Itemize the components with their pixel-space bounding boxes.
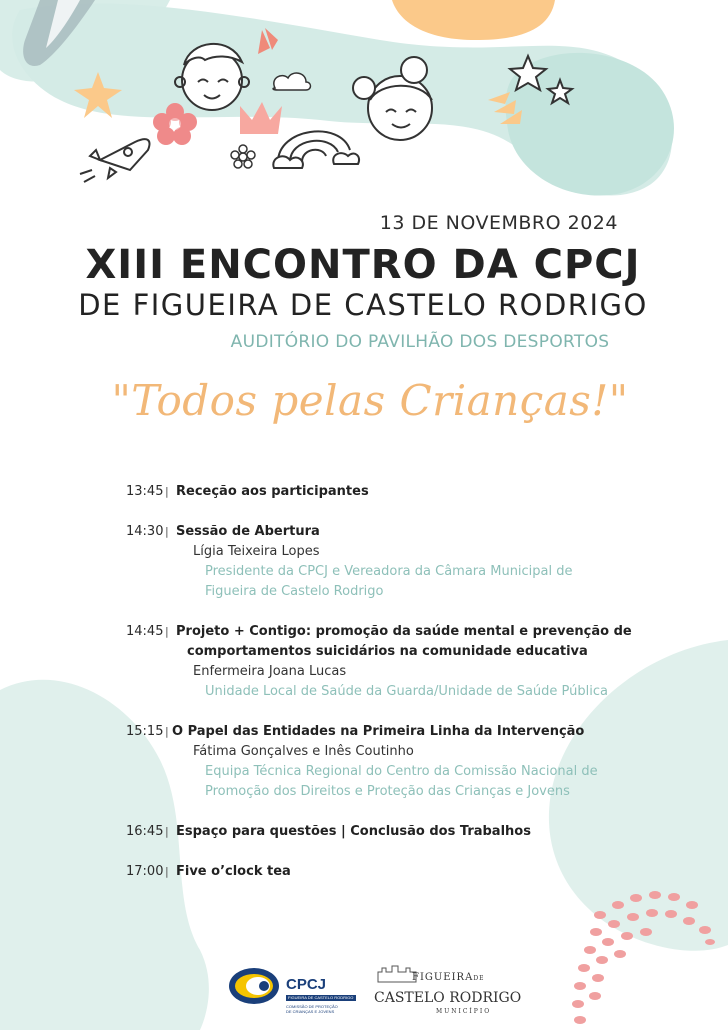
separator: | xyxy=(165,525,169,538)
separator: | xyxy=(165,825,169,838)
municipio-name-top xyxy=(412,972,485,983)
program-title: Five o’clock tea xyxy=(176,864,291,879)
municipio-logo xyxy=(372,964,522,1020)
cpcj-subtitle: COMISSÃO DE PROTEÇÃO xyxy=(286,1004,338,1009)
event-venue: AUDITÓRIO DO PAVILHÃO DOS DESPORTOS xyxy=(230,332,610,352)
program-time: 13:45 xyxy=(126,484,164,499)
cpcj-emblem-icon xyxy=(228,966,282,1006)
event-date: 13 DE NOVEMBRO 2024 xyxy=(379,212,618,234)
event-title: XIII ENCONTRO DA CPCJ xyxy=(85,242,641,288)
separator: | xyxy=(165,485,169,498)
program-item xyxy=(0,722,728,802)
program-title: Receção aos participantes xyxy=(176,484,369,499)
municipio-label: MUNICÍPIO xyxy=(436,1008,492,1015)
program-title: O Papel das Entidades na Primeira Linha da Intervenção xyxy=(172,724,585,739)
event-subtitle: DE FIGUEIRA DE CASTELO RODRIGO xyxy=(78,288,648,322)
cpcj-logo xyxy=(228,964,358,1014)
program-item xyxy=(0,482,728,502)
program-title: Sessão de Abertura xyxy=(176,524,320,539)
municipio-name-main: CASTELO RODRIGO xyxy=(374,990,522,1006)
event-slogan: "Todos pelas Crianças!" xyxy=(111,376,629,425)
program-speaker: Lígia Teixeira Lopes xyxy=(193,544,320,559)
program-role: Equipa Técnica Regional do Centro da Comissão Nacional de xyxy=(205,764,598,779)
separator: | xyxy=(165,625,169,638)
program-item xyxy=(0,522,728,602)
program-title: Espaço para questões | Conclusão dos Trabalhos xyxy=(176,824,531,839)
rocket-icon xyxy=(80,139,149,182)
separator: | xyxy=(165,725,169,738)
program-time: 15:15 xyxy=(126,724,164,739)
cpcj-subtitle: FIGUEIRA DE CASTELO RODRIGO xyxy=(288,995,354,1000)
program-role: Presidente da CPCJ e Vereadora da Câmara Municipal de xyxy=(205,564,573,579)
separator: | xyxy=(165,865,169,878)
orange-sun xyxy=(392,0,555,40)
cpcj-name: CPCJ xyxy=(286,976,327,993)
municipio-de: DE xyxy=(473,975,485,982)
program-time: 14:45 xyxy=(126,624,164,639)
program-speaker: Enfermeira Joana Lucas xyxy=(193,664,347,679)
program-item xyxy=(0,622,728,702)
program-speaker: Fátima Gonçalves e Inês Coutinho xyxy=(193,744,414,759)
program-item xyxy=(0,862,728,882)
program-title: Projeto + Contigo: promoção da saúde mental e prevenção de xyxy=(176,624,632,639)
program-time: 14:30 xyxy=(126,524,164,539)
flower-icon-small xyxy=(231,145,255,168)
program-role: Figueira de Castelo Rodrigo xyxy=(205,584,384,599)
program-item xyxy=(0,822,728,842)
program-title-continued: comportamentos suicidários na comunidade educativa xyxy=(187,644,588,659)
program-role: Unidade Local de Saúde da Guarda/Unidade de Saúde Pública xyxy=(205,684,608,699)
program-role: Promoção dos Direitos e Proteção das Crianças e Jovens xyxy=(205,784,570,799)
cpcj-subtitle: DE CRIANÇAS E JOVENS xyxy=(286,1009,335,1014)
program-time: 16:45 xyxy=(126,824,164,839)
program-time: 17:00 xyxy=(126,864,164,879)
municipio-figueira: FIGUEIRA xyxy=(412,972,474,983)
rainbow-icon xyxy=(273,131,359,168)
